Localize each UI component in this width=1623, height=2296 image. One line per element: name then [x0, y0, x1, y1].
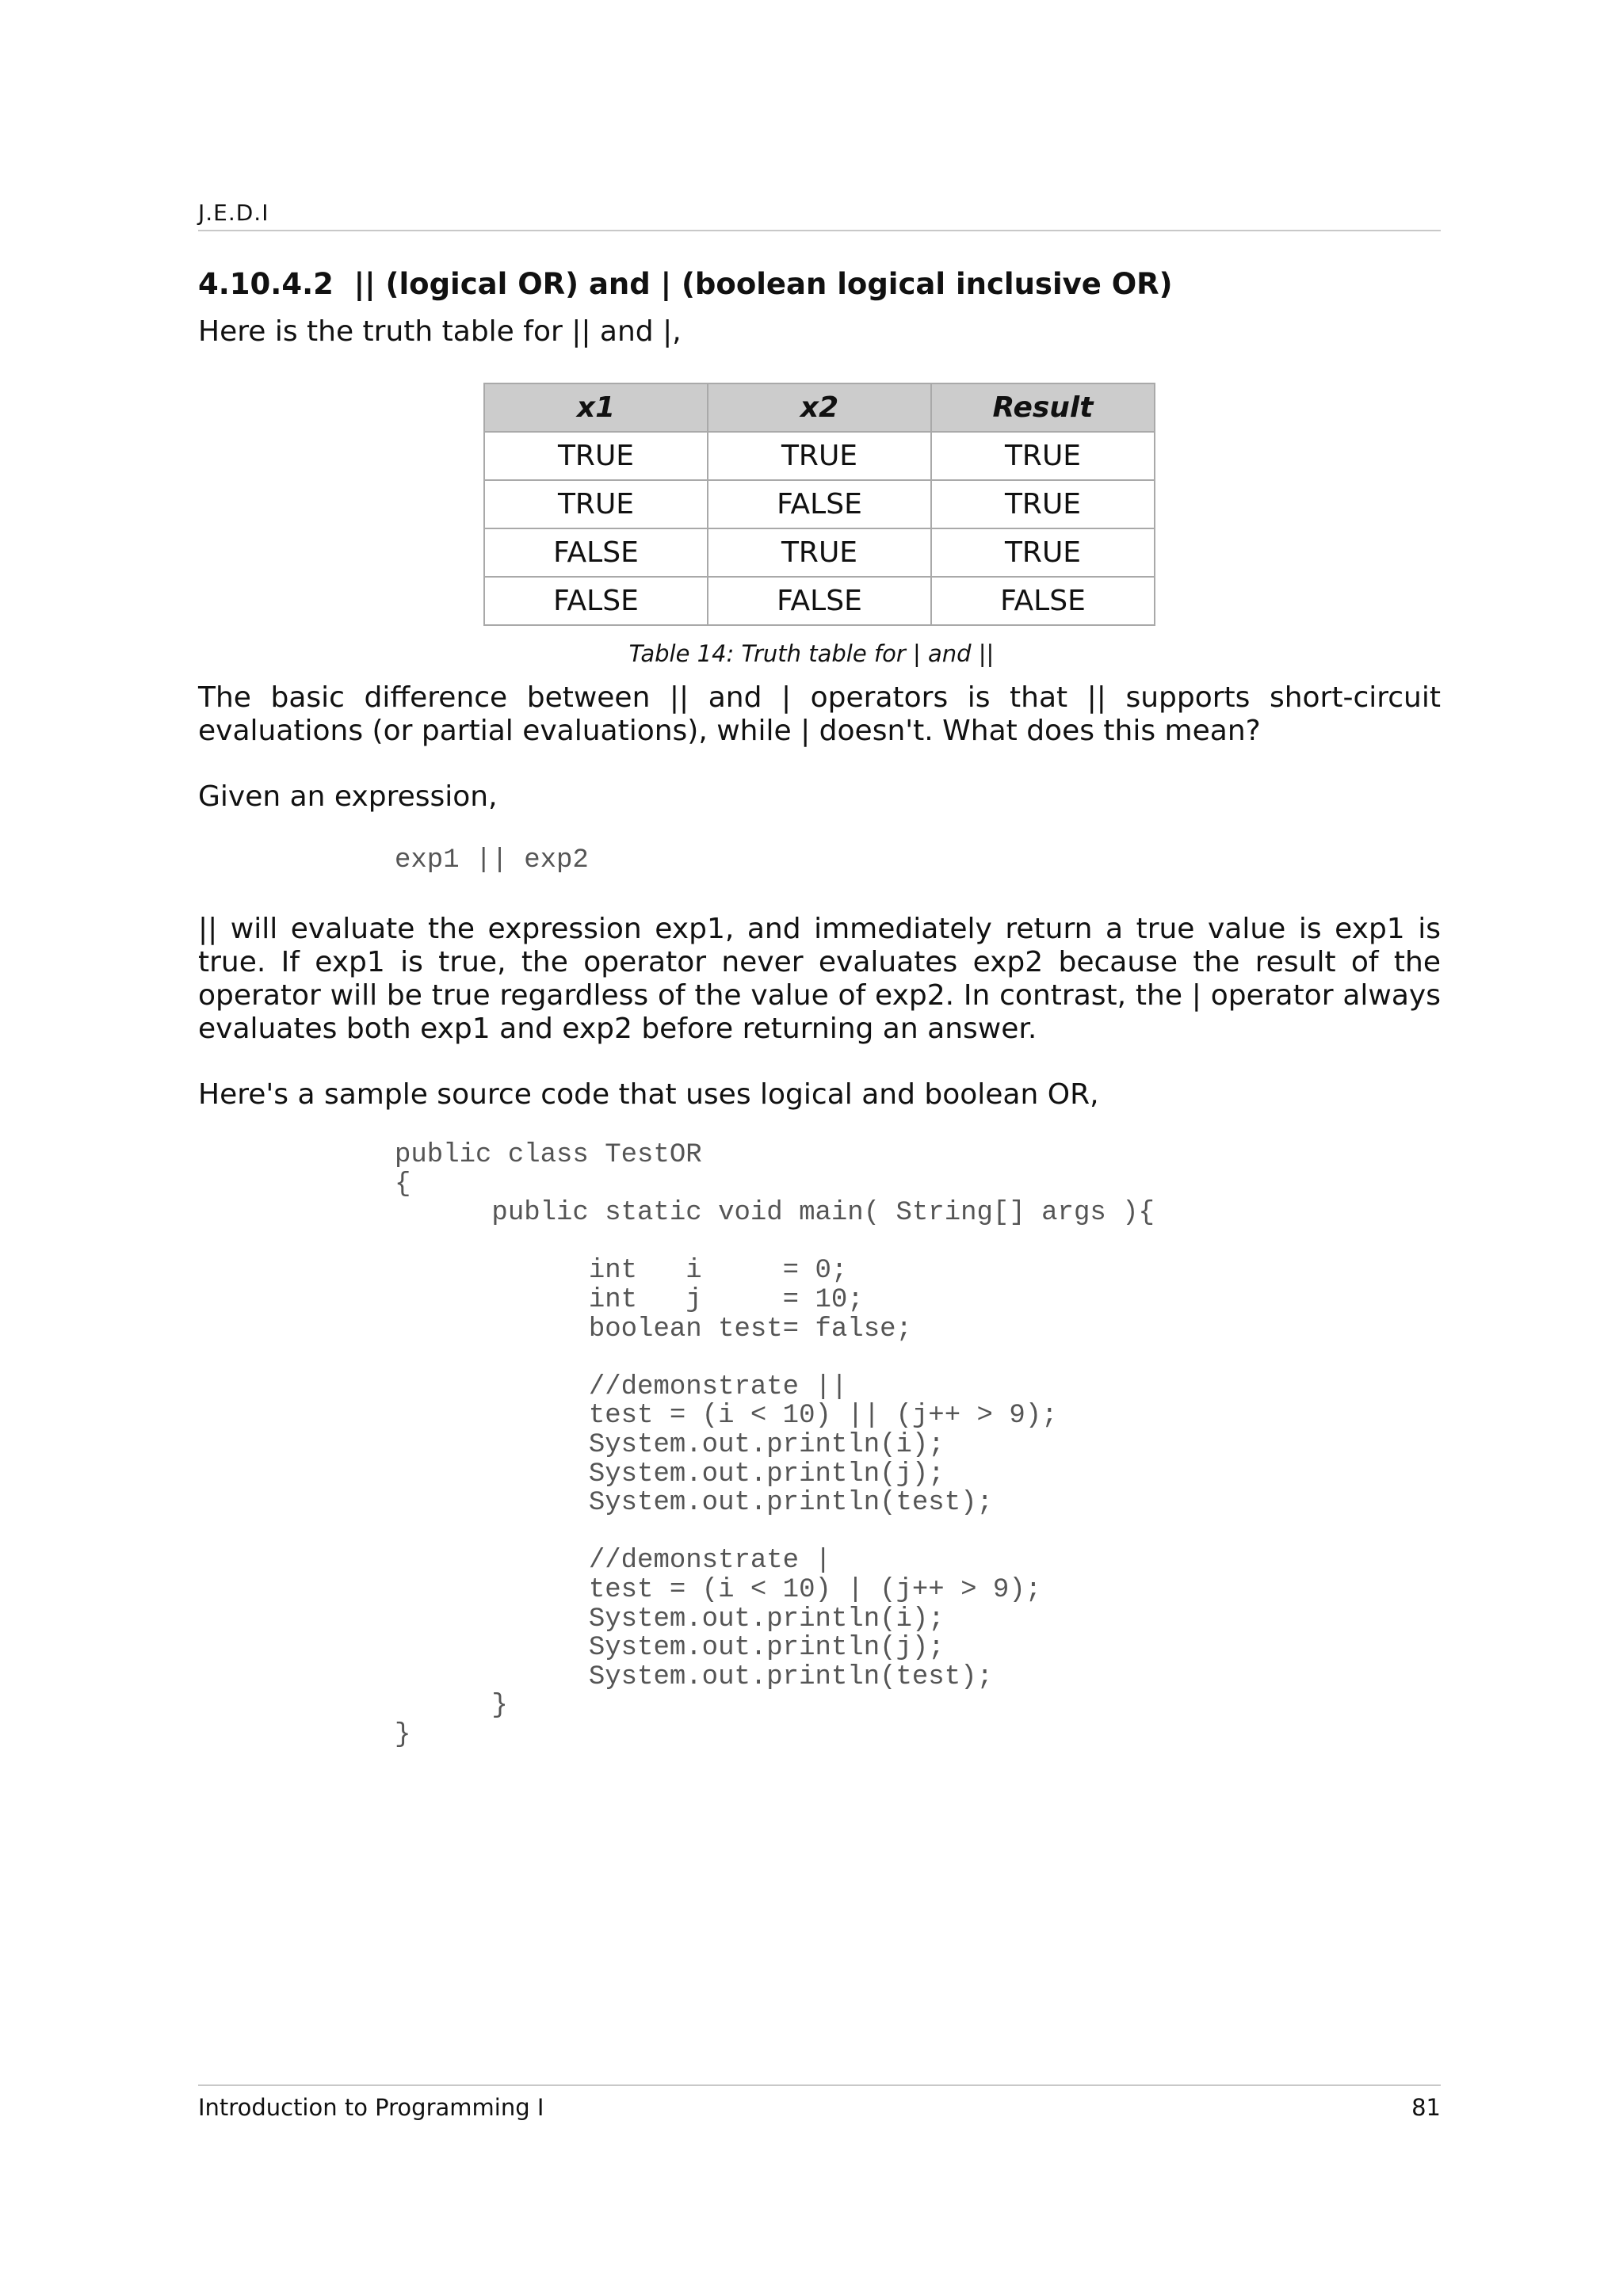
- sample-code-block: public class TestOR { public static void main( String[] args ){ int i = 0; int j = 10; boolean test= false; //demonstrate || test = (i < 10) || (j++ > 9); System.out.println(i); System.out.println(j); System.out.println(test); //demonstrate | test = (i < 10) | (j++ > 9); System.out.println(i); System.out.println(j); System.out.println(test); } }: [395, 1140, 1155, 1750]
- page-footer: [198, 2084, 1441, 2126]
- explanation-paragraph: || will evaluate the expression exp1, and immediately return a true value is exp1 is true. If exp1 is true, the operator never evaluates exp2 because the result of the operator will be true regardless of the value of exp2. In contrast, the | operator always evaluates both exp1 and exp2 before returning an answer.: [198, 913, 1441, 1045]
- table-cell: TRUE: [484, 432, 708, 480]
- table-cell: FALSE: [484, 528, 708, 577]
- truth-table: [483, 383, 1155, 626]
- column-header: x2: [708, 383, 931, 432]
- table-cell: TRUE: [484, 480, 708, 528]
- table-cell: FALSE: [484, 577, 708, 625]
- table-caption: Table 14: Truth table for | and ||: [628, 640, 995, 667]
- page-number: 81: [1411, 2094, 1441, 2121]
- section-heading: 4.10.4.2 || (logical OR) and | (boolean logical inclusive OR): [198, 267, 1173, 301]
- table-row: [484, 432, 1155, 480]
- table-cell: TRUE: [931, 480, 1155, 528]
- header-title: J.E.D.I: [198, 200, 269, 226]
- sample-intro-paragraph: Here's a sample source code that uses logical and boolean OR,: [198, 1078, 1099, 1111]
- table-cell: FALSE: [708, 480, 931, 528]
- difference-paragraph: The basic difference between || and | operators is that || supports short-circuit evaluations (or partial evaluations), while | doesn't. What does this mean?: [198, 681, 1441, 747]
- table-cell: TRUE: [708, 528, 931, 577]
- column-header: x1: [484, 383, 708, 432]
- table-header-row: [484, 383, 1155, 432]
- given-paragraph: Given an expression,: [198, 780, 498, 813]
- intro-paragraph: Here is the truth table for || and |,: [198, 315, 682, 348]
- table-cell: TRUE: [931, 432, 1155, 480]
- table-cell: FALSE: [931, 577, 1155, 625]
- footer-book-title: Introduction to Programming I: [198, 2094, 544, 2121]
- table-cell: TRUE: [931, 528, 1155, 577]
- table-row: [484, 480, 1155, 528]
- expression-code: exp1 || exp2: [395, 845, 589, 875]
- table-row: [484, 528, 1155, 577]
- table-cell: TRUE: [708, 432, 931, 480]
- page-header: [198, 196, 1441, 231]
- table-row: [484, 577, 1155, 625]
- table-cell: FALSE: [708, 577, 931, 625]
- column-header: Result: [931, 383, 1155, 432]
